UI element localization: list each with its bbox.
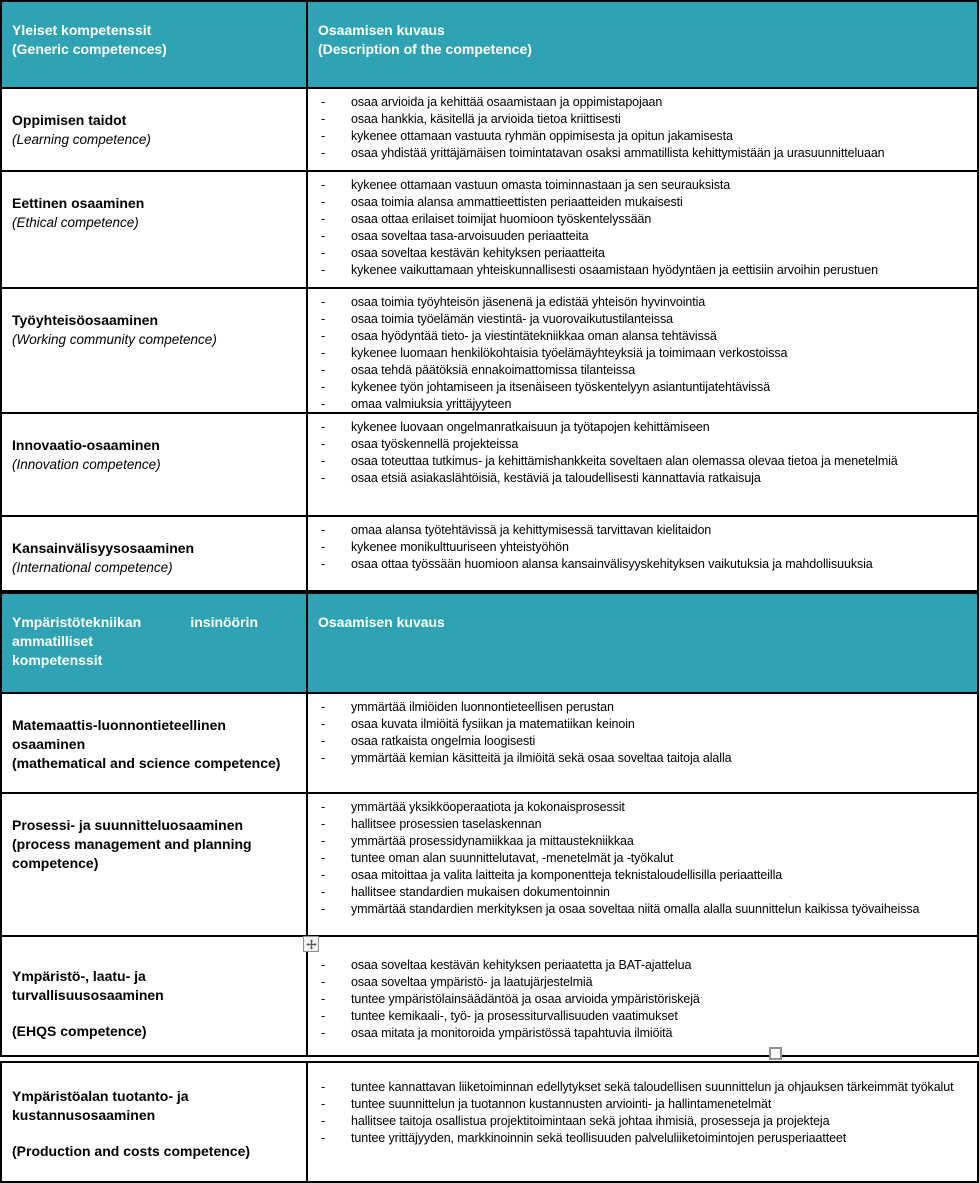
header-title-line: Osaamisen kuvaus (318, 22, 445, 38)
bullet-marker: - (321, 437, 326, 451)
list-item (321, 850, 969, 867)
bullet-text: osaa toteuttaa tutkimus- ja kehittämishankkeita soveltaen alan olemassa olevaa tietoa ja menetelmiä (351, 454, 898, 468)
competence-name-cell (2, 937, 308, 1055)
list-item (321, 716, 969, 733)
competence-name: Työyhteisöosaaminen (12, 312, 159, 328)
bullet-text: osaa ottaa erilaiset toimijat huomioon työskentelyssään (351, 212, 652, 226)
header-title-line: Osaamisen kuvaus (318, 614, 445, 630)
list-item (321, 750, 969, 767)
list-item (321, 177, 969, 194)
list-item (321, 539, 969, 556)
competence-name: Oppimisen taidot (12, 112, 127, 128)
competence-row (2, 412, 977, 515)
bullet-marker: - (321, 129, 326, 143)
bullet-list (308, 172, 977, 281)
bullet-marker: - (321, 397, 326, 411)
competence-name: Kansainvälisyysosaaminen (12, 540, 195, 556)
header-title-line: (Generic competences) (12, 41, 167, 57)
bullet-list (308, 794, 977, 920)
list-item (321, 328, 969, 345)
bullet-text: osaa toimia työyhteisön jäsenenä ja edistää yhteisön hyvinvointia (351, 295, 706, 309)
bullet-marker: - (321, 751, 326, 765)
bullet-marker: - (321, 346, 326, 360)
bullet-marker: - (321, 902, 326, 916)
list-item (321, 311, 969, 328)
header-cell-right (308, 594, 977, 692)
bullet-marker: - (321, 523, 326, 537)
list-item (321, 1008, 969, 1025)
bullet-text: tuntee kannattavan liiketoiminnan edellytykset sekä taloudellisen suunnittelun ja ohjauksen tärkeimmät työkalut (351, 1080, 954, 1094)
bullet-marker: - (321, 363, 326, 377)
bullet-marker: - (321, 212, 326, 226)
competence-description-cell (308, 172, 977, 287)
bullet-text: osaa soveltaa kestävän kehityksen periaatteita (351, 246, 605, 260)
bullet-text: ymmärtää yksikköoperaatiota ja kokonaisprosessit (351, 800, 625, 814)
list-item (321, 1079, 969, 1096)
bullet-text: osaa mitata ja monitoroida ympäristössä tapahtuvia ilmiöitä (351, 1026, 673, 1040)
list-item (321, 1113, 969, 1130)
bullet-text: osaa hankkia, käsitellä ja arvioida tietoa kriittisesti (351, 112, 621, 126)
competence-description-cell (308, 694, 977, 792)
competence-name-cell (2, 289, 308, 412)
bullet-marker: - (321, 557, 326, 571)
bullet-text: kykenee monikulttuuriseen yhteistyöhön (351, 540, 569, 554)
bullet-list (308, 1063, 977, 1149)
competence-row (2, 170, 977, 287)
list-item (321, 94, 969, 111)
bullet-marker: - (321, 975, 326, 989)
bullet-text: kykenee vaikuttamaan yhteiskunnallisesti osaamistaan hyödyntäen ja eettisiin arvoihin perustuen (351, 263, 878, 277)
bullet-text: osaa toimia työelämän viestintä- ja vuorovaikutustilanteissa (351, 312, 673, 326)
bullet-marker: - (321, 1026, 326, 1040)
competence-row (2, 692, 977, 792)
list-item (321, 211, 969, 228)
bullet-marker: - (321, 540, 326, 554)
bullet-marker: - (321, 229, 326, 243)
bullet-marker: - (321, 1114, 326, 1128)
bullet-marker: - (321, 700, 326, 714)
list-item (321, 262, 969, 279)
bullet-text: kykenee työn johtamiseen ja itsenäiseen työskentelyyn asiantuntijatehtävissä (351, 380, 771, 394)
competence-name-english: (EHQS competence) (12, 1023, 147, 1039)
header-cell-right (308, 2, 977, 87)
table-header-row (2, 594, 977, 692)
list-item (321, 816, 969, 833)
bullet-marker: - (321, 146, 326, 160)
bullet-text: tuntee yrittäjyyden, markkinoinnin sekä teollisuuden palveluliiketoimintojen perusperiaatteet (351, 1131, 847, 1145)
bullet-text: ymmärtää prosessidynamiikkaa ja mittaustekniikkaa (351, 834, 634, 848)
list-item (321, 799, 969, 816)
list-item (321, 128, 969, 145)
list-item (321, 733, 969, 750)
competence-row (2, 515, 977, 590)
bullet-marker: - (321, 1009, 326, 1023)
list-item (321, 1096, 969, 1113)
four-direction-arrows-icon (306, 939, 317, 950)
competence-name: Eettinen osaaminen (12, 195, 145, 211)
bullet-marker: - (321, 992, 326, 1006)
bullet-list (308, 694, 977, 769)
bullet-text: osaa yhdistää yrittäjämäisen toimintatavan osaksi ammatillista kehittymistään ja urasuunnitteluaan (351, 146, 885, 160)
bullet-list (308, 289, 977, 412)
competence-row (2, 1063, 977, 1181)
bullet-text: ymmärtää standardien merkityksen ja osaa soveltaa niitä omalla alalla suunnittelun kaikissa työvaiheissa (351, 902, 920, 916)
competence-name-english: (Production and costs competence) (12, 1143, 251, 1159)
bullet-text: osaa tehdä päätöksiä ennakoimattomissa tilanteissa (351, 363, 636, 377)
table-header-row (2, 2, 977, 87)
bullet-marker: - (321, 312, 326, 326)
bullet-marker: - (321, 800, 326, 814)
competence-name-cell (2, 414, 308, 515)
bullet-marker: - (321, 851, 326, 865)
list-item (321, 362, 969, 379)
bullet-text: kykenee ottamaan vastuun omasta toiminnastaan ja sen seurauksista (351, 178, 731, 192)
competence-name-english: (Learning competence) (12, 132, 151, 147)
bullet-marker: - (321, 195, 326, 209)
header-title-line: Yleiset kompetenssit (12, 22, 152, 38)
table-resize-handle-icon[interactable] (769, 1047, 782, 1060)
bullet-text: osaa kuvata ilmiöitä fysiikan ja matematiikan keinoin (351, 717, 635, 731)
competence-name-english: (International competence) (12, 560, 173, 575)
list-item (321, 453, 969, 470)
bullet-marker: - (321, 420, 326, 434)
competence-name-cell (2, 172, 308, 287)
bullet-text: osaa arvioida ja kehittää osaamistaan ja oppimistapojaan (351, 95, 663, 109)
bullet-text: tuntee oman alan suunnittelutavat, -menetelmät ja -työkalut (351, 851, 674, 865)
bullet-text: ymmärtää kemian käsitteitä ja ilmiöitä sekä osaa soveltaa taitoja alalla (351, 751, 732, 765)
competence-name: Matemaattis-luonnontieteellinen osaaminen (12, 717, 226, 752)
bullet-marker: - (321, 380, 326, 394)
competence-row (2, 935, 977, 1055)
bullet-marker: - (321, 734, 326, 748)
bullet-marker: - (321, 868, 326, 882)
list-item (321, 111, 969, 128)
bullet-text: osaa mitoittaa ja valita laitteita ja komponentteja teknistaloudellisilla periaatteilla (351, 868, 783, 882)
bullet-marker: - (321, 1131, 326, 1145)
header-cell-left (2, 594, 308, 692)
professional-competences-table (0, 592, 979, 1057)
bullet-text: osaa hyödyntää tieto- ja viestintätekniikkaa oman alansa tehtävissä (351, 329, 717, 343)
list-item (321, 1130, 969, 1147)
list-item (321, 470, 969, 487)
bullet-list (308, 937, 977, 1044)
header-title-line: ammatilliset (12, 633, 93, 649)
list-item (321, 991, 969, 1008)
list-item (321, 901, 969, 918)
bullet-marker: - (321, 834, 326, 848)
competence-description-cell (308, 517, 977, 590)
bullet-marker: - (321, 329, 326, 343)
list-item (321, 379, 969, 396)
bullet-marker: - (321, 817, 326, 831)
bullet-marker: - (321, 1080, 326, 1094)
list-item (321, 436, 969, 453)
bullet-marker: - (321, 454, 326, 468)
competence-name-english: (process management and planning competence) (12, 836, 252, 871)
bullet-text: tuntee ympäristölainsäädäntöä ja osaa arvioida ympäristöriskejä (351, 992, 700, 1006)
list-item (321, 556, 969, 573)
bullet-list (308, 414, 977, 489)
bullet-text: hallitsee taitoja osallistua projektitoimintaan sekä johtaa ihmisiä, prosesseja ja projekteja (351, 1114, 830, 1128)
bullet-text: osaa toimia alansa ammattieettisten periaatteiden mukaisesti (351, 195, 683, 209)
competence-name-english: (Innovation competence) (12, 457, 161, 472)
bullet-text: osaa etsiä asiakaslähtöisiä, kestäviä ja taloudellisesti kannattavia ratkaisuja (351, 471, 761, 485)
list-item (321, 699, 969, 716)
list-item (321, 245, 969, 262)
table-move-handle-icon[interactable] (303, 936, 319, 952)
bullet-list (308, 89, 977, 164)
bullet-text: kykenee luovaan ongelmanratkaisuun ja työtapojen kehittämiseen (351, 420, 710, 434)
list-item (321, 522, 969, 539)
bullet-text: osaa työskennellä projekteissa (351, 437, 519, 451)
competence-description-cell (308, 937, 977, 1055)
list-item (321, 145, 969, 162)
competence-row (2, 287, 977, 412)
competence-description-cell (308, 89, 977, 170)
competence-name: Prosessi- ja suunnitteluosaaminen (12, 817, 244, 833)
competence-name-cell (2, 89, 308, 170)
header-title-line: (Description of the competence) (318, 41, 532, 57)
competence-name: Ympäristö-, laatu- ja turvallisuusosaaminen (12, 968, 164, 1003)
header-title-line: kompetenssit (12, 652, 103, 668)
bullet-text: hallitsee prosessien taselaskennan (351, 817, 542, 831)
bullet-marker: - (321, 246, 326, 260)
bullet-marker: - (321, 112, 326, 126)
bullet-marker: - (321, 717, 326, 731)
competence-description-cell (308, 794, 977, 935)
bullet-text: osaa ratkaista ongelmia loogisesti (351, 734, 536, 748)
bullet-marker: - (321, 885, 326, 899)
list-item (321, 294, 969, 311)
competence-name-cell (2, 694, 308, 792)
bullet-text: osaa ottaa työssään huomioon alansa kansainvälisyyskehityksen vaikutuksia ja mahdollisuuksia (351, 557, 873, 571)
bullet-marker: - (321, 1097, 326, 1111)
list-item (321, 974, 969, 991)
list-item (321, 396, 969, 412)
bullet-marker: - (321, 295, 326, 309)
bullet-text: tuntee suunnittelun ja tuotannon kustannusten arviointi- ja hallintamenetelmät (351, 1097, 772, 1111)
competence-row (2, 792, 977, 935)
list-item (321, 884, 969, 901)
competence-name-cell (2, 517, 308, 590)
list-item (321, 419, 969, 436)
list-item (321, 833, 969, 850)
competence-name-cell (2, 794, 308, 935)
bullet-list (308, 517, 977, 575)
bullet-text: osaa soveltaa kestävän kehityksen periaatetta ja BAT-ajattelua (351, 958, 692, 972)
competence-description-cell (308, 1063, 977, 1181)
bullet-text: osaa soveltaa ympäristö- ja laatujärjestelmiä (351, 975, 593, 989)
header-title-line: Ympäristötekniikan insinöörin (12, 614, 258, 630)
header-cell-left (2, 2, 308, 87)
competence-name-english: (mathematical and science competence) (12, 755, 281, 771)
competence-description-cell (308, 289, 977, 412)
bullet-text: ymmärtää ilmiöiden luonnontieteellisen perustan (351, 700, 614, 714)
bullet-marker: - (321, 471, 326, 485)
competence-name: Innovaatio-osaaminen (12, 437, 160, 453)
bullet-text: kykenee luomaan henkilökohtaisia työelämäyhteyksiä ja toimimaan verkostoissa (351, 346, 788, 360)
bullet-text: hallitsee standardien mukaisen dokumentoinnin (351, 885, 610, 899)
list-item (321, 345, 969, 362)
bullet-marker: - (321, 178, 326, 192)
list-item (321, 228, 969, 245)
list-item (321, 1025, 969, 1042)
competence-row (2, 87, 977, 170)
competence-name-cell (2, 1063, 308, 1181)
list-item (321, 867, 969, 884)
bullet-text: omaa valmiuksia yrittäjyyteen (351, 397, 512, 411)
list-item (321, 194, 969, 211)
competence-name: Ympäristöalan tuotanto- ja kustannusosaaminen (12, 1088, 189, 1123)
bullet-text: tuntee kemikaali-, työ- ja prosessiturvallisuuden vaatimukset (351, 1009, 678, 1023)
bullet-text: omaa alansa työtehtävissä ja kehittymisessä tarvittavan kielitaidon (351, 523, 712, 537)
bullet-marker: - (321, 263, 326, 277)
bullet-marker: - (321, 95, 326, 109)
bullet-text: kykenee ottamaan vastuuta ryhmän oppimisesta ja opitun jakamisesta (351, 129, 733, 143)
professional-competences-table-continued (0, 1061, 979, 1183)
competence-name-english: (Ethical competence) (12, 215, 139, 230)
bullet-text: osaa soveltaa tasa-arvoisuuden periaatteita (351, 229, 589, 243)
competence-name-english: (Working community competence) (12, 332, 217, 347)
competence-description-cell (308, 414, 977, 515)
list-item (321, 957, 969, 974)
bullet-marker: - (321, 958, 326, 972)
